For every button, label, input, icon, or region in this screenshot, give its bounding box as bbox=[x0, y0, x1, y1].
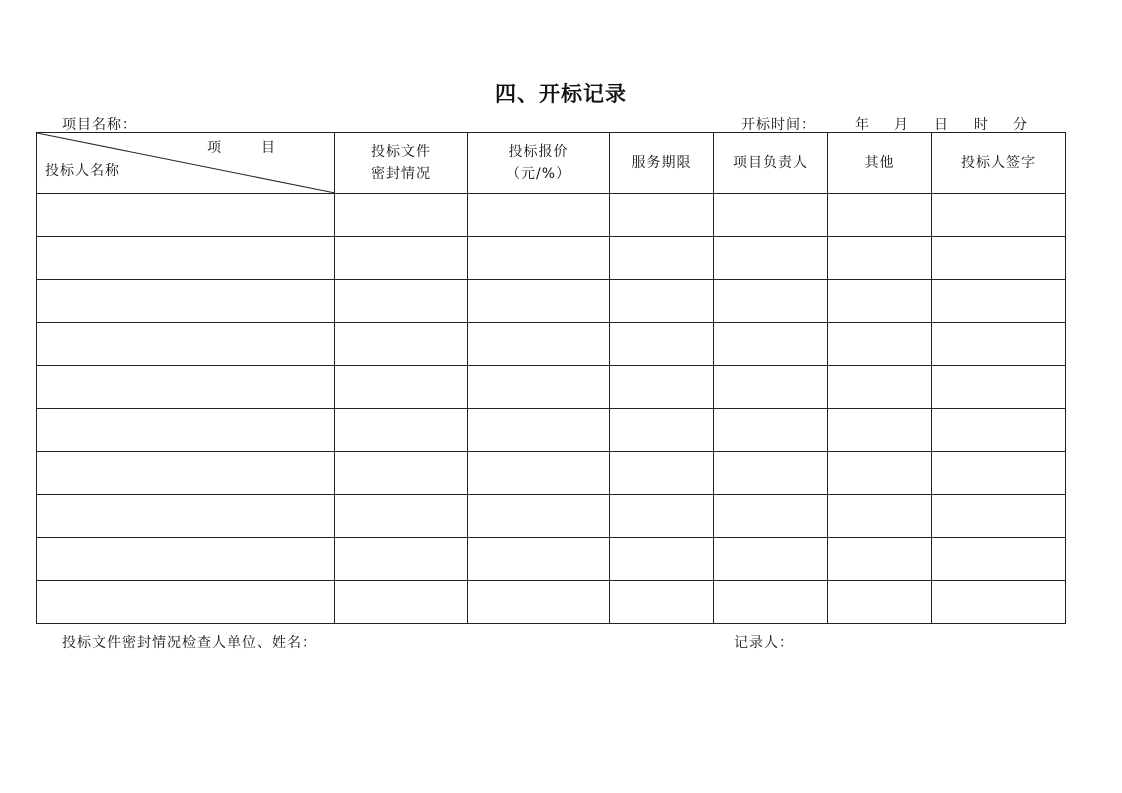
table-cell[interactable] bbox=[714, 495, 828, 538]
table-cell[interactable] bbox=[828, 538, 932, 581]
table-cell[interactable] bbox=[37, 452, 335, 495]
corner-label-bidder-name: 投标人名称 bbox=[45, 163, 120, 179]
table-cell[interactable] bbox=[828, 495, 932, 538]
table-cell[interactable] bbox=[37, 538, 335, 581]
table-cell[interactable] bbox=[714, 194, 828, 237]
table-cell[interactable] bbox=[828, 581, 932, 624]
table-cell[interactable] bbox=[37, 366, 335, 409]
table-cell[interactable] bbox=[468, 409, 610, 452]
table-cell[interactable] bbox=[468, 495, 610, 538]
table-row bbox=[37, 366, 1066, 409]
header-project-manager: 项目负责人 bbox=[714, 133, 828, 194]
table-cell[interactable] bbox=[335, 538, 468, 581]
table-cell[interactable] bbox=[932, 366, 1066, 409]
time-unit-hour: 时 bbox=[974, 117, 988, 133]
footer-inspector-label: 投标文件密封情况检查人单位、姓名： bbox=[62, 635, 317, 651]
table-cell[interactable] bbox=[714, 366, 828, 409]
table-row bbox=[37, 452, 1066, 495]
table-row bbox=[37, 581, 1066, 624]
table-cell[interactable] bbox=[335, 366, 468, 409]
table-cell[interactable] bbox=[610, 409, 714, 452]
table-cell[interactable] bbox=[714, 237, 828, 280]
table-cell[interactable] bbox=[932, 409, 1066, 452]
table-cell[interactable] bbox=[335, 581, 468, 624]
header-seal-status: 投标文件 密封情况 bbox=[335, 133, 468, 194]
time-unit-month: 月 bbox=[894, 117, 908, 133]
table-cell[interactable] bbox=[37, 280, 335, 323]
table-cell[interactable] bbox=[610, 280, 714, 323]
table-cell[interactable] bbox=[714, 581, 828, 624]
table-cell[interactable] bbox=[610, 366, 714, 409]
table-cell[interactable] bbox=[335, 194, 468, 237]
table-cell[interactable] bbox=[335, 495, 468, 538]
time-unit-minute: 分 bbox=[1013, 117, 1027, 133]
table-cell[interactable] bbox=[468, 366, 610, 409]
table-cell[interactable] bbox=[468, 194, 610, 237]
table-row bbox=[37, 538, 1066, 581]
table-cell[interactable] bbox=[610, 237, 714, 280]
table-cell[interactable] bbox=[610, 323, 714, 366]
table-row bbox=[37, 280, 1066, 323]
table-cell[interactable] bbox=[37, 409, 335, 452]
table-cell[interactable] bbox=[37, 323, 335, 366]
table-cell[interactable] bbox=[828, 194, 932, 237]
table-cell[interactable] bbox=[828, 409, 932, 452]
table-cell[interactable] bbox=[828, 323, 932, 366]
table-cell[interactable] bbox=[932, 280, 1066, 323]
table-cell[interactable] bbox=[335, 323, 468, 366]
table-cell[interactable] bbox=[37, 581, 335, 624]
table-cell[interactable] bbox=[468, 323, 610, 366]
table-cell[interactable] bbox=[468, 538, 610, 581]
table-cell[interactable] bbox=[468, 581, 610, 624]
table-cell[interactable] bbox=[714, 280, 828, 323]
table-cell[interactable] bbox=[37, 495, 335, 538]
table-cell[interactable] bbox=[610, 194, 714, 237]
table-cell[interactable] bbox=[468, 452, 610, 495]
time-unit-year: 年 bbox=[855, 117, 869, 133]
table-header-row bbox=[37, 133, 1066, 194]
table-cell[interactable] bbox=[932, 194, 1066, 237]
table-cell[interactable] bbox=[610, 452, 714, 495]
table-cell[interactable] bbox=[335, 280, 468, 323]
table-cell[interactable] bbox=[468, 237, 610, 280]
bid-opening-table bbox=[36, 132, 1066, 624]
project-name-label: 项目名称： bbox=[62, 117, 137, 133]
table-cell[interactable] bbox=[610, 495, 714, 538]
table-cell[interactable] bbox=[828, 366, 932, 409]
open-time-label: 开标时间： bbox=[741, 117, 816, 133]
table-cell[interactable] bbox=[335, 237, 468, 280]
corner-label-item: 项 目 bbox=[207, 140, 275, 156]
footer-recorder-label: 记录人： bbox=[734, 635, 794, 651]
table-cell[interactable] bbox=[714, 409, 828, 452]
table-row bbox=[37, 409, 1066, 452]
table-cell[interactable] bbox=[714, 538, 828, 581]
table-cell[interactable] bbox=[828, 280, 932, 323]
table-cell[interactable] bbox=[932, 495, 1066, 538]
header-bid-price: 投标报价 （元/%） bbox=[468, 133, 610, 194]
table-cell[interactable] bbox=[932, 452, 1066, 495]
table-cell[interactable] bbox=[37, 194, 335, 237]
table-cell[interactable] bbox=[37, 237, 335, 280]
diagonal-header-cell bbox=[37, 133, 335, 194]
header-bidder-signature: 投标人签字 bbox=[932, 133, 1066, 194]
table-cell[interactable] bbox=[714, 452, 828, 495]
table-row bbox=[37, 495, 1066, 538]
table-cell[interactable] bbox=[610, 581, 714, 624]
header-service-period: 服务期限 bbox=[610, 133, 714, 194]
table-row bbox=[37, 194, 1066, 237]
table-cell[interactable] bbox=[714, 323, 828, 366]
header-other: 其他 bbox=[828, 133, 932, 194]
document-title: 四、开标记录 bbox=[495, 82, 627, 106]
table-cell[interactable] bbox=[828, 452, 932, 495]
table-cell[interactable] bbox=[335, 452, 468, 495]
table-row bbox=[37, 237, 1066, 280]
time-unit-day: 日 bbox=[934, 117, 948, 133]
table-cell[interactable] bbox=[468, 280, 610, 323]
table-cell[interactable] bbox=[335, 409, 468, 452]
table-cell[interactable] bbox=[828, 237, 932, 280]
table-row bbox=[37, 323, 1066, 366]
table-cell[interactable] bbox=[932, 237, 1066, 280]
table-cell[interactable] bbox=[932, 323, 1066, 366]
table-cell[interactable] bbox=[932, 581, 1066, 624]
table-cell[interactable] bbox=[932, 538, 1066, 581]
table-cell[interactable] bbox=[610, 538, 714, 581]
